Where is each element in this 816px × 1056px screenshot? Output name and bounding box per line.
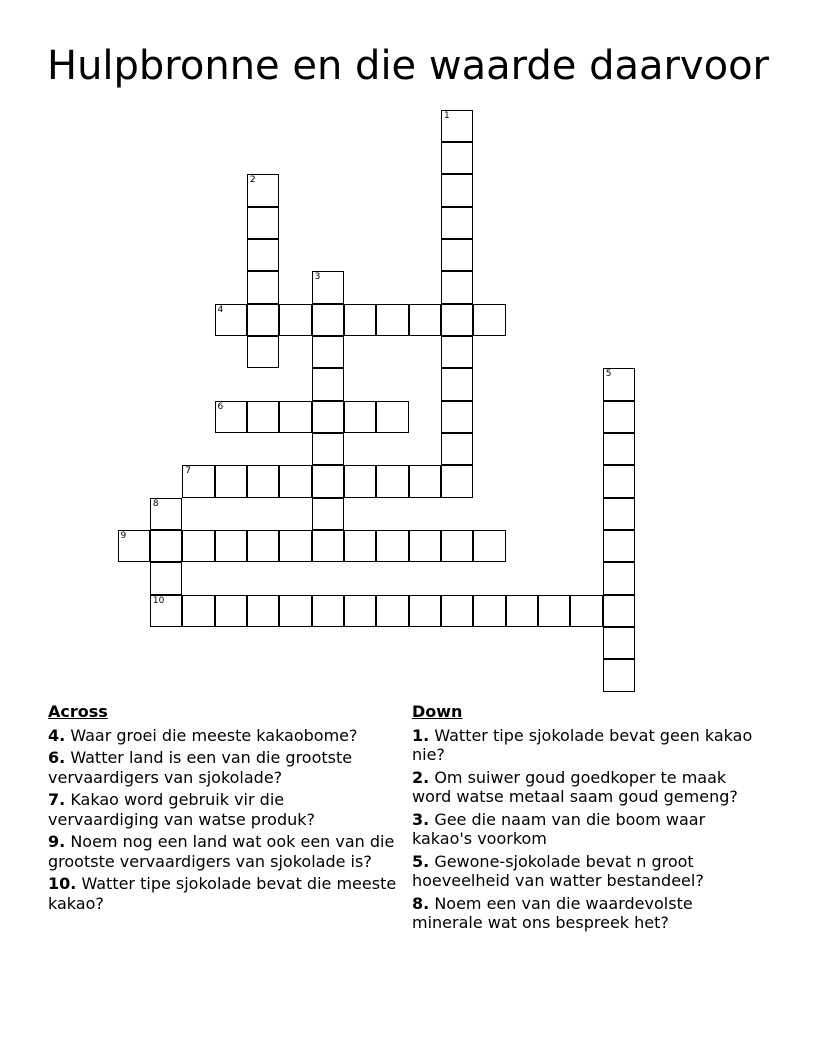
grid-cell[interactable]	[312, 304, 344, 336]
down-heading: Down	[412, 702, 463, 721]
puzzle-title: Hulpbronne en die waarde daarvoor	[46, 43, 769, 89]
clue-number: 10.	[48, 874, 77, 893]
cell-number: 2	[249, 175, 256, 186]
down-clue	[412, 852, 762, 891]
across-clue	[48, 726, 398, 746]
grid-cell[interactable]	[118, 530, 150, 562]
clue-number: 9.	[48, 832, 66, 851]
grid-cell[interactable]	[215, 465, 247, 497]
grid-cell[interactable]	[441, 401, 473, 433]
grid-cell[interactable]	[441, 304, 473, 336]
grid-cell[interactable]	[312, 465, 344, 497]
grid-cell[interactable]	[247, 271, 279, 303]
grid-cell[interactable]	[441, 595, 473, 627]
across-clue	[48, 790, 398, 829]
cell-number: 4	[217, 304, 224, 315]
grid-cell[interactable]	[441, 465, 473, 497]
grid-cell[interactable]	[312, 530, 344, 562]
grid-cell[interactable]	[312, 271, 344, 303]
clue-number: 6.	[48, 748, 66, 767]
clue-text: Gee die naam van die boom waar kakao's voorkom	[412, 809, 706, 848]
grid-cell[interactable]	[150, 595, 182, 627]
grid-cell[interactable]	[603, 627, 635, 659]
clue-number: 7.	[48, 790, 66, 809]
down-clue	[412, 768, 762, 807]
grid-cell[interactable]	[150, 498, 182, 530]
grid-cell[interactable]	[150, 562, 182, 594]
clue-text: Waar groei die meeste kakaobome?	[70, 725, 358, 745]
grid-cell[interactable]	[506, 595, 538, 627]
grid-cell[interactable]	[409, 304, 441, 336]
grid-cell[interactable]	[312, 336, 344, 368]
clue-number: 8.	[412, 893, 430, 913]
grid-cell[interactable]	[441, 174, 473, 206]
clue-text: Kakao word gebruik vir die vervaardiging van watse produk?	[48, 790, 316, 829]
clue-text: Watter tipe sjokolade bevat geen kakao nie?	[412, 725, 753, 764]
grid-cell[interactable]	[247, 207, 279, 239]
cell-number: 9	[120, 531, 127, 542]
grid-cell[interactable]	[376, 595, 408, 627]
grid-cell[interactable]	[247, 239, 279, 271]
grid-cell[interactable]	[441, 271, 473, 303]
grid-cell[interactable]	[603, 562, 635, 594]
grid-cell[interactable]	[376, 530, 408, 562]
cell-number: 7	[185, 466, 191, 477]
grid-cell[interactable]	[344, 304, 376, 336]
grid-cell[interactable]	[603, 659, 635, 691]
across-clue	[48, 748, 398, 787]
grid-cell[interactable]	[473, 595, 505, 627]
cell-number: 3	[314, 272, 321, 283]
grid-cell[interactable]	[409, 465, 441, 497]
grid-cell[interactable]	[441, 433, 473, 465]
grid-cell[interactable]	[473, 530, 505, 562]
grid-cell[interactable]	[344, 595, 376, 627]
grid-cell[interactable]	[215, 401, 247, 433]
grid-cell[interactable]	[538, 595, 570, 627]
grid-cell[interactable]	[441, 530, 473, 562]
down-clue	[412, 894, 762, 933]
grid-cell[interactable]	[215, 530, 247, 562]
down-clue	[412, 810, 762, 849]
grid-cell[interactable]	[215, 595, 247, 627]
grid-cell[interactable]	[570, 595, 602, 627]
grid-cell[interactable]	[603, 530, 635, 562]
clue-text: Watter tipe sjokolade bevat die meeste kakao?	[48, 874, 397, 913]
grid-cell[interactable]	[441, 336, 473, 368]
clue-number: 3.	[412, 809, 430, 829]
grid-cell[interactable]	[182, 465, 214, 497]
grid-cell[interactable]	[279, 304, 311, 336]
grid-cell[interactable]	[603, 401, 635, 433]
clue-number: 1.	[412, 725, 430, 745]
grid-cell[interactable]	[247, 530, 279, 562]
grid-cell[interactable]	[279, 530, 311, 562]
grid-cell[interactable]	[376, 401, 408, 433]
grid-cell[interactable]	[376, 304, 408, 336]
grid-cell[interactable]	[247, 304, 279, 336]
across-heading: Across	[48, 702, 108, 721]
clue-text: Gewone-sjokolade bevat n groot hoeveelheid van watter bestandeel?	[412, 851, 704, 890]
cell-number: 6	[217, 401, 224, 412]
grid-cell[interactable]	[312, 595, 344, 627]
grid-cell[interactable]	[312, 401, 344, 433]
grid-cell[interactable]	[247, 401, 279, 433]
grid-cell[interactable]	[473, 304, 505, 336]
clue-number: 2.	[412, 767, 430, 787]
grid-cell[interactable]	[312, 368, 344, 400]
grid-cell[interactable]	[441, 207, 473, 239]
grid-cell[interactable]	[247, 465, 279, 497]
cell-number: 8	[152, 498, 159, 509]
grid-cell[interactable]	[312, 433, 344, 465]
grid-cell[interactable]	[441, 368, 473, 400]
grid-cell[interactable]	[344, 530, 376, 562]
grid-cell[interactable]	[441, 110, 473, 142]
grid-cell[interactable]	[603, 498, 635, 530]
clue-text: Noem een van die waardevolste minerale wat ons bespreek het?	[412, 893, 693, 932]
across-clue	[48, 832, 398, 871]
clue-text: Watter land is een van die grootste vervaardigers van sjokolade?	[48, 748, 353, 787]
across-clue	[48, 874, 398, 913]
down-clues	[412, 702, 762, 936]
grid-cell[interactable]	[312, 498, 344, 530]
down-clue	[412, 726, 762, 765]
clue-text: Noem nog een land wat ook een van die grootste vervaardigers van sjokolade is?	[48, 832, 395, 871]
grid-cell[interactable]	[215, 304, 247, 336]
grid-cell[interactable]	[247, 336, 279, 368]
grid-cell[interactable]	[344, 401, 376, 433]
cell-number: 5	[605, 369, 612, 380]
cell-number: 10	[152, 595, 165, 606]
grid-cell[interactable]	[279, 401, 311, 433]
clue-text: Om suiwer goud goedkoper te maak word watse metaal saam goud gemeng?	[412, 767, 738, 806]
clue-number: 5.	[412, 851, 430, 871]
grid-cell[interactable]	[603, 368, 635, 400]
grid-cell[interactable]	[603, 595, 635, 627]
grid-cell[interactable]	[603, 465, 635, 497]
cell-number: 1	[444, 110, 450, 121]
clue-number: 4.	[48, 725, 66, 745]
grid-cell[interactable]	[247, 174, 279, 206]
grid-cell[interactable]	[441, 239, 473, 271]
grid-cell[interactable]	[409, 595, 441, 627]
grid-cell[interactable]	[182, 595, 214, 627]
across-clues	[48, 702, 398, 916]
grid-cell[interactable]	[182, 530, 214, 562]
grid-cell[interactable]	[409, 530, 441, 562]
grid-cell[interactable]	[603, 433, 635, 465]
grid-cell[interactable]	[376, 465, 408, 497]
grid-cell[interactable]	[279, 465, 311, 497]
grid-cell[interactable]	[441, 142, 473, 174]
grid-cell[interactable]	[279, 595, 311, 627]
grid-cell[interactable]	[247, 595, 279, 627]
grid-cell[interactable]	[150, 530, 182, 562]
grid-cell[interactable]	[344, 465, 376, 497]
